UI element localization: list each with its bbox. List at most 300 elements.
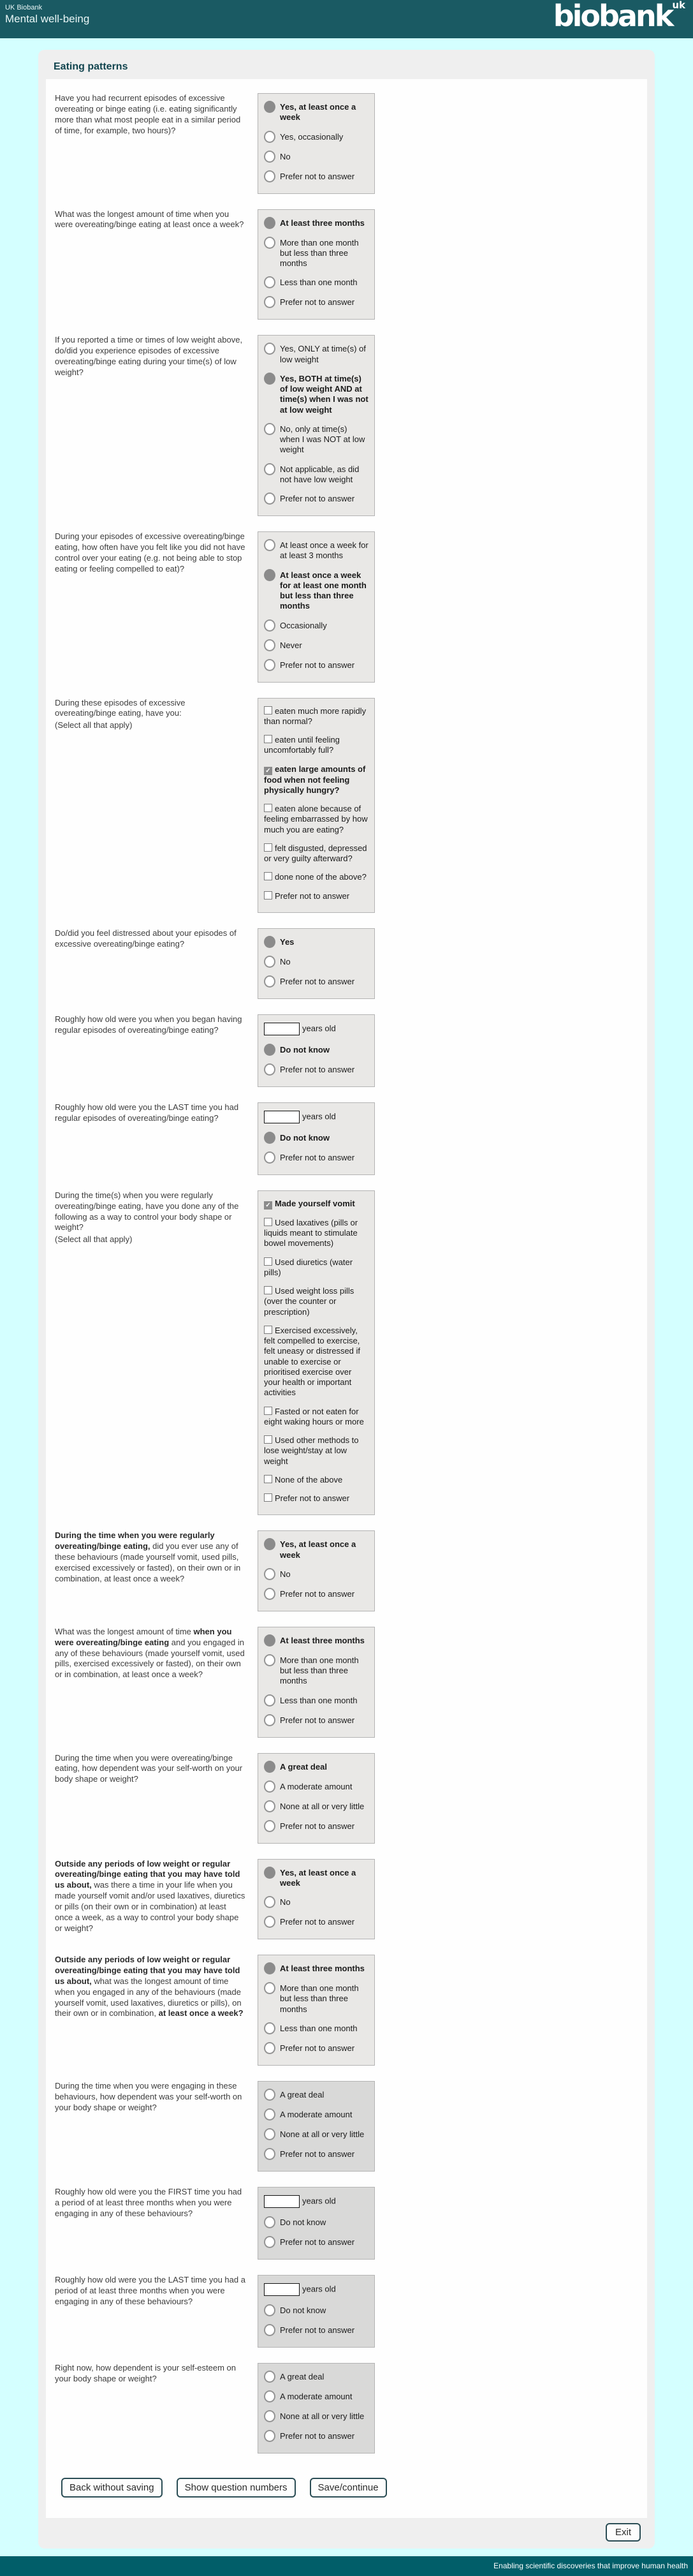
radio-option[interactable] xyxy=(264,2431,368,2442)
save-continue-button[interactable]: Save/continue xyxy=(310,2478,387,2498)
option-label: Yes xyxy=(280,936,295,947)
answer-box xyxy=(258,1753,375,1844)
option-label: Prefer not to answer xyxy=(280,494,355,503)
question-text xyxy=(55,1627,254,1680)
radio-option[interactable] xyxy=(264,2217,368,2228)
option-label: None of the above xyxy=(275,1474,343,1484)
question-text xyxy=(55,335,254,378)
bottom-button-row xyxy=(55,2469,639,2506)
radio-icon[interactable] xyxy=(264,2390,275,2402)
radio-icon[interactable] xyxy=(264,492,275,505)
option-label: No, only at time(s) when I was NOT at low weight xyxy=(280,424,365,455)
option-label: None at all or very little xyxy=(280,2411,365,2421)
checkbox-option[interactable] xyxy=(264,804,368,835)
option-label: A moderate amount xyxy=(280,2109,353,2119)
age-input[interactable] xyxy=(264,2283,300,2296)
checkbox-icon[interactable] xyxy=(264,1257,272,1266)
question-text-part: During your episodes of excessive overeating/binge eating, how often have you felt like you did not have control over your eating (e.g. not being able to stop eating or feeling compelled to eat)? xyxy=(55,531,245,574)
radio-icon[interactable] xyxy=(264,2371,275,2383)
option-label: Prefer not to answer xyxy=(280,171,355,181)
radio-option[interactable] xyxy=(264,1044,368,1056)
option-label: Less than one month xyxy=(280,278,358,288)
radio-icon[interactable] xyxy=(264,539,275,551)
radio-icon[interactable] xyxy=(264,343,275,355)
option-label: Prefer not to answer xyxy=(280,1588,355,1599)
option-label: No xyxy=(280,956,291,966)
question-text xyxy=(55,209,254,231)
question-text-part: Roughly how old were you when you began having regular episodes of overeating/binge eating? xyxy=(55,1014,242,1035)
option-label: More than one month but less than three months xyxy=(280,237,359,268)
checkbox-icon[interactable] xyxy=(264,706,272,714)
radio-icon[interactable] xyxy=(264,2022,275,2034)
question-row xyxy=(55,1014,639,1087)
option-label: eaten until feeling uncomfortably full? xyxy=(264,735,340,755)
exit-button[interactable]: Exit xyxy=(606,2523,641,2542)
option-label: eaten large amounts of food when not feeling physically hungry? xyxy=(264,764,366,795)
question-text-part: at least once a week? xyxy=(158,2008,244,2018)
radio-icon[interactable] xyxy=(264,1588,275,1600)
answer-box xyxy=(258,1014,375,1087)
answer-box xyxy=(258,1102,375,1175)
radio-icon[interactable] xyxy=(264,1568,275,1580)
checkbox-option[interactable] xyxy=(264,764,368,796)
radio-option[interactable] xyxy=(264,1761,368,1773)
footer-tagline: Enabling scientific discoveries that improve human health xyxy=(493,2561,688,2570)
radio-icon-selected[interactable] xyxy=(264,1634,275,1647)
checkbox-option[interactable] xyxy=(264,1493,368,1504)
page-title: Eating patterns xyxy=(54,61,128,72)
checkbox-icon[interactable]: ✓ xyxy=(264,1201,272,1210)
age-input-row xyxy=(264,1023,368,1035)
question-text xyxy=(55,1753,254,1786)
option-label: None at all or very little xyxy=(280,1801,365,1811)
radio-option[interactable] xyxy=(264,570,368,612)
radio-icon[interactable] xyxy=(264,276,275,288)
option-label: More than one month but less than three months xyxy=(280,1655,359,1686)
question-text xyxy=(55,1014,254,1036)
radio-option[interactable] xyxy=(264,936,368,948)
answer-box xyxy=(258,335,375,516)
age-input-row xyxy=(264,2195,368,2208)
question-row xyxy=(55,928,639,999)
radio-option[interactable] xyxy=(264,540,368,561)
radio-option[interactable] xyxy=(264,1916,368,1928)
radio-option[interactable] xyxy=(264,1569,368,1580)
question-row xyxy=(55,1955,639,2066)
option-label: Do not know xyxy=(280,2217,326,2227)
question-text-part: when you were overeating/binge eating xyxy=(55,1626,232,1647)
checkbox-icon[interactable] xyxy=(264,804,272,812)
option-label: Prefer not to answer xyxy=(280,1821,355,1831)
option-label: Prefer not to answer xyxy=(280,976,355,986)
option-label: Do not know xyxy=(280,2305,326,2315)
option-label: Occasionally xyxy=(280,620,327,630)
checkbox-option[interactable] xyxy=(264,872,368,882)
option-label: Less than one month xyxy=(280,1695,358,1705)
radio-icon-selected[interactable] xyxy=(264,373,275,385)
option-label: eaten much more rapidly than normal? xyxy=(264,706,367,726)
question-row xyxy=(55,1102,639,1175)
radio-option[interactable] xyxy=(264,2305,368,2316)
checkbox-icon[interactable]: ✓ xyxy=(264,767,272,775)
radio-icon[interactable] xyxy=(264,2089,275,2101)
radio-icon[interactable] xyxy=(264,1982,275,1994)
question-text xyxy=(55,928,254,950)
checkbox-icon[interactable] xyxy=(264,1218,272,1226)
checkbox-icon[interactable] xyxy=(264,1326,272,1334)
radio-icon[interactable] xyxy=(264,1063,275,1076)
question-text-part: During the time when you were overeating/binge eating, how dependent was your self-worth on your body shape or weight? xyxy=(55,1752,243,1784)
radio-icon-selected[interactable] xyxy=(264,1538,275,1550)
option-label: Fasted or not eaten for eight waking hours or more xyxy=(264,1406,364,1426)
radio-icon[interactable] xyxy=(264,2304,275,2316)
radio-icon-selected[interactable] xyxy=(264,1132,275,1144)
question-row xyxy=(55,531,639,683)
main-container xyxy=(38,50,655,2549)
radio-option[interactable] xyxy=(264,2325,368,2336)
radio-option[interactable] xyxy=(264,171,368,182)
checkbox-option[interactable] xyxy=(264,706,368,727)
option-label: Prefer not to answer xyxy=(280,2325,355,2335)
question-row xyxy=(55,93,639,194)
question-text xyxy=(55,2275,254,2307)
checkbox-option[interactable] xyxy=(264,843,368,864)
select-all-note: (Select all that apply) xyxy=(55,720,133,730)
radio-option[interactable] xyxy=(264,373,368,415)
radio-icon[interactable] xyxy=(264,2216,275,2228)
radio-icon-selected[interactable] xyxy=(264,1044,275,1056)
radio-option[interactable] xyxy=(264,976,368,988)
radio-option[interactable] xyxy=(264,1821,368,1832)
select-all-note: (Select all that apply) xyxy=(55,1234,133,1245)
years-old-label: years old xyxy=(302,1023,336,1033)
question-text-part: During the time when you were regularly overeating/binge eating, xyxy=(55,1530,215,1551)
radio-option[interactable] xyxy=(264,1064,368,1076)
radio-option[interactable] xyxy=(264,424,368,455)
questions xyxy=(55,93,639,2454)
question-text-part: Have you had recurrent episodes of excessive overeating or binge eating (i.e. eating significantly more than what most people eat in a similar period of time, for example, two hours)? xyxy=(55,93,241,135)
option-label: A moderate amount xyxy=(280,2391,353,2401)
answer-box xyxy=(258,2081,375,2172)
radio-icon-selected[interactable] xyxy=(264,936,275,948)
radio-option[interactable] xyxy=(264,1539,368,1560)
checkbox-option[interactable] xyxy=(264,1257,368,1278)
radio-option[interactable] xyxy=(264,2149,368,2160)
radio-icon[interactable] xyxy=(264,131,275,143)
biobank-logo-uk: uk xyxy=(672,0,685,11)
option-label: Prefer not to answer xyxy=(275,891,350,901)
checkbox-icon[interactable] xyxy=(264,1493,272,1502)
answer-box xyxy=(258,531,375,683)
option-label: Prefer not to answer xyxy=(280,2043,355,2053)
radio-icon[interactable] xyxy=(264,1694,275,1706)
question-text-part: Roughly how old were you the FIRST time you had a period of at least three months when you were engaging in any of these behaviours? xyxy=(55,2186,242,2218)
radio-option[interactable] xyxy=(264,101,368,123)
radio-option[interactable] xyxy=(264,1801,368,1812)
age-input[interactable] xyxy=(264,1111,300,1123)
radio-option[interactable] xyxy=(264,1132,368,1144)
radio-icon[interactable] xyxy=(264,2148,275,2160)
radio-icon[interactable] xyxy=(264,2128,275,2140)
show-question-numbers-button[interactable]: Show question numbers xyxy=(177,2478,296,2498)
question-row xyxy=(55,2081,639,2172)
radio-icon[interactable] xyxy=(264,619,275,632)
radio-option[interactable] xyxy=(264,2391,368,2402)
radio-option[interactable] xyxy=(264,1588,368,1600)
radio-option[interactable] xyxy=(264,1655,368,1687)
radio-option[interactable] xyxy=(264,1983,368,2015)
radio-option[interactable] xyxy=(264,2237,368,2248)
radio-option[interactable] xyxy=(264,297,368,308)
radio-icon[interactable] xyxy=(264,2430,275,2442)
checkbox-icon[interactable] xyxy=(264,1407,272,1415)
checkbox-option[interactable] xyxy=(264,1199,368,1210)
checkbox-option[interactable] xyxy=(264,891,368,901)
question-row xyxy=(55,1859,639,1940)
radio-option[interactable] xyxy=(264,2371,368,2383)
radio-icon[interactable] xyxy=(264,170,275,182)
option-label: Prefer not to answer xyxy=(280,2149,355,2159)
answer-box xyxy=(258,928,375,999)
checkbox-option[interactable] xyxy=(264,1475,368,1485)
checkbox-icon[interactable] xyxy=(264,1435,272,1444)
option-label: Prefer not to answer xyxy=(280,1064,355,1074)
radio-option[interactable] xyxy=(264,1635,368,1647)
footer-bar xyxy=(0,2556,693,2576)
radio-option[interactable] xyxy=(264,493,368,505)
option-label: Yes, at least once a week xyxy=(280,1867,356,1888)
age-input-row xyxy=(264,1111,368,1123)
option-label: Used weight loss pills (over the counter or prescription) xyxy=(264,1286,354,1317)
radio-icon[interactable] xyxy=(264,1896,275,1908)
radio-icon[interactable] xyxy=(264,423,275,435)
header-titles xyxy=(5,3,89,26)
radio-icon[interactable] xyxy=(264,975,275,988)
answer-box xyxy=(258,1955,375,2066)
option-label: At least once a week for at least one month but less than three months xyxy=(280,570,367,611)
radio-option[interactable] xyxy=(264,1715,368,1726)
age-input[interactable] xyxy=(264,1023,300,1035)
option-label: Less than one month xyxy=(280,2023,358,2033)
radio-option[interactable] xyxy=(264,1152,368,1164)
checkbox-icon[interactable] xyxy=(264,1475,272,1483)
question-text-part: During the time when you were engaging in these behaviours, how dependent was your self-worth on your body shape or weight? xyxy=(55,2080,242,2112)
question-row xyxy=(55,209,639,320)
radio-option[interactable] xyxy=(264,2023,368,2034)
radio-icon-selected[interactable] xyxy=(264,217,275,229)
option-label: Prefer not to answer xyxy=(280,2431,355,2441)
question-text xyxy=(55,93,254,137)
question-text xyxy=(55,2187,254,2219)
radio-icon[interactable] xyxy=(264,237,275,249)
option-label: At least three months xyxy=(280,218,365,228)
radio-icon[interactable] xyxy=(264,1714,275,1726)
question-row xyxy=(55,2363,639,2454)
radio-icon[interactable] xyxy=(264,1780,275,1793)
radio-option[interactable] xyxy=(264,218,368,229)
question-row xyxy=(55,1627,639,1738)
page-subtitle: Mental well-being xyxy=(5,13,90,25)
option-label: Prefer not to answer xyxy=(280,1917,355,1927)
years-old-label: years old xyxy=(302,2196,336,2206)
question-text-part: Outside any periods of low weight or regular overeating/binge eating that you may have told us about, xyxy=(55,1955,240,1986)
answer-box xyxy=(258,698,375,913)
checkbox-icon[interactable] xyxy=(264,891,272,899)
option-label: Exercised excessively, felt compelled to exercise, felt uneasy or distressed if unable to exercise or prioritised exercise over your health or important activities xyxy=(264,1325,361,1398)
question-row xyxy=(55,2275,639,2348)
biobank-logo xyxy=(553,0,685,33)
option-label: Prefer not to answer xyxy=(280,1715,355,1725)
radio-option[interactable] xyxy=(264,956,368,968)
question-text-part: During the time(s) when you were regularly overeating/binge eating, have you done any of the following as a way to control your body shape or weight? xyxy=(55,1190,239,1232)
checkbox-icon[interactable] xyxy=(264,843,272,852)
radio-option[interactable] xyxy=(264,1781,368,1793)
option-label: Prefer not to answer xyxy=(280,297,355,307)
radio-icon[interactable] xyxy=(264,2236,275,2248)
radio-icon-selected[interactable] xyxy=(264,101,275,113)
radio-option[interactable] xyxy=(264,2043,368,2054)
question-text-part: Roughly how old were you the LAST time you had regular episodes of overeating/binge eating? xyxy=(55,1102,239,1123)
option-label: Prefer not to answer xyxy=(280,660,355,670)
answer-box xyxy=(258,2187,375,2260)
checkbox-icon[interactable] xyxy=(264,872,272,880)
radio-icon[interactable] xyxy=(264,639,275,651)
checkbox-option[interactable] xyxy=(264,735,368,756)
checkbox-option[interactable] xyxy=(264,1435,368,1467)
question-text xyxy=(55,1530,254,1584)
question-text xyxy=(55,1955,254,2019)
question-row xyxy=(55,698,639,913)
radio-icon-selected[interactable] xyxy=(264,569,275,581)
option-label: Never xyxy=(280,640,302,650)
radio-icon[interactable] xyxy=(264,2410,275,2422)
radio-icon[interactable] xyxy=(264,1151,275,1164)
option-label: Yes, at least once a week xyxy=(280,1539,356,1560)
option-label: Made yourself vomit xyxy=(275,1198,355,1208)
question-row xyxy=(55,1190,639,1516)
radio-option[interactable] xyxy=(264,660,368,671)
question-text xyxy=(55,1190,254,1245)
option-label: Do not know xyxy=(280,1044,330,1055)
option-label: Prefer not to answer xyxy=(275,1493,350,1503)
radio-option[interactable] xyxy=(264,1695,368,1706)
option-label: Used laxatives (pills or liquids meant to stimulate bowel movements) xyxy=(264,1217,358,1248)
option-label: Prefer not to answer xyxy=(280,2237,355,2247)
radio-option[interactable] xyxy=(264,151,368,163)
option-label: At least three months xyxy=(280,1964,365,1973)
answer-box xyxy=(258,209,375,320)
question-text xyxy=(55,1102,254,1124)
option-label: A great deal xyxy=(280,2089,325,2099)
question-text-part: Right now, how dependent is your self-esteem on your body shape or weight? xyxy=(55,2362,237,2383)
question-text xyxy=(55,531,254,575)
option-label: Yes, occasionally xyxy=(280,131,344,142)
radio-option[interactable] xyxy=(264,1867,368,1889)
question-panel xyxy=(46,79,647,2518)
option-label: At least once a week for at least 3 months xyxy=(280,540,368,561)
question-text-part: and you engaged in any of these behaviours (made yourself vomit, used pills, exercised excessively or fasted), on their own or in combination, at least once a week? xyxy=(55,1637,245,1680)
option-label: done none of the above? xyxy=(275,872,367,882)
question-row xyxy=(55,2187,639,2260)
radio-icon-selected[interactable] xyxy=(264,1962,275,1974)
age-input[interactable] xyxy=(264,2195,300,2208)
question-text xyxy=(55,698,254,732)
radio-option[interactable] xyxy=(264,2109,368,2121)
checkbox-option[interactable] xyxy=(264,1218,368,1249)
radio-option[interactable] xyxy=(264,237,368,269)
radio-option[interactable] xyxy=(264,277,368,288)
radio-icon[interactable] xyxy=(264,659,275,671)
radio-icon[interactable] xyxy=(264,463,275,475)
option-label: Not applicable, as did not have low weight xyxy=(280,464,360,484)
question-text xyxy=(55,2081,254,2113)
radio-icon[interactable] xyxy=(264,296,275,308)
checkbox-icon[interactable] xyxy=(264,735,272,743)
radio-icon-selected[interactable] xyxy=(264,1761,275,1773)
question-text-part: What was the longest amount of time when you were overeating/binge eating at least once a week? xyxy=(55,209,244,230)
radio-icon[interactable] xyxy=(264,151,275,163)
radio-icon[interactable] xyxy=(264,956,275,968)
option-label: Used other methods to lose weight/stay at low weight xyxy=(264,1435,359,1466)
question-text-part: During these episodes of excessive overeating/binge eating, have you: xyxy=(55,697,186,718)
radio-icon[interactable] xyxy=(264,2108,275,2121)
checkbox-option[interactable] xyxy=(264,1407,368,1428)
option-label: No xyxy=(280,1569,291,1579)
question-text xyxy=(55,1859,254,1934)
option-label: At least three months xyxy=(280,1635,365,1645)
top-header-bar xyxy=(0,0,693,38)
biobank-logo-text: biobank xyxy=(553,0,673,33)
radio-icon-selected[interactable] xyxy=(264,1867,275,1879)
checkbox-option[interactable] xyxy=(264,1326,368,1398)
radio-option[interactable] xyxy=(264,2411,368,2422)
option-label: A moderate amount xyxy=(280,1781,353,1791)
question-text-part: What was the longest amount of time xyxy=(55,1626,194,1636)
answer-box xyxy=(258,1859,375,1940)
option-label: Used diuretics (water pills) xyxy=(264,1257,353,1277)
checkbox-option[interactable] xyxy=(264,1286,368,1317)
option-label: Do not know xyxy=(280,1132,330,1143)
back-without-saving-button[interactable]: Back without saving xyxy=(61,2478,163,2498)
radio-icon[interactable] xyxy=(264,2042,275,2054)
option-label: Yes, at least once a week xyxy=(280,102,356,122)
answer-box xyxy=(258,2363,375,2454)
radio-icon[interactable] xyxy=(264,1916,275,1928)
radio-option[interactable] xyxy=(264,464,368,485)
radio-option[interactable] xyxy=(264,131,368,143)
question-text xyxy=(55,2363,254,2385)
age-input-row xyxy=(264,2283,368,2296)
radio-option[interactable] xyxy=(264,1897,368,1908)
radio-icon[interactable] xyxy=(264,2324,275,2336)
radio-icon[interactable] xyxy=(264,1654,275,1666)
radio-option[interactable] xyxy=(264,343,368,365)
option-label: felt disgusted, depressed or very guilty afterward? xyxy=(264,843,367,863)
radio-icon[interactable] xyxy=(264,1800,275,1812)
radio-option[interactable] xyxy=(264,2129,368,2140)
app-title: UK Biobank xyxy=(5,4,43,11)
option-label: No xyxy=(280,1897,291,1907)
radio-option[interactable] xyxy=(264,1963,368,1974)
radio-option[interactable] xyxy=(264,620,368,632)
radio-icon[interactable] xyxy=(264,1820,275,1832)
checkbox-icon[interactable] xyxy=(264,1286,272,1294)
radio-option[interactable] xyxy=(264,640,368,651)
option-label: A great deal xyxy=(280,2371,325,2381)
radio-option[interactable] xyxy=(264,2089,368,2101)
question-row xyxy=(55,335,639,516)
question-text-part: Do/did you feel distressed about your episodes of excessive overeating/binge eating? xyxy=(55,928,237,949)
